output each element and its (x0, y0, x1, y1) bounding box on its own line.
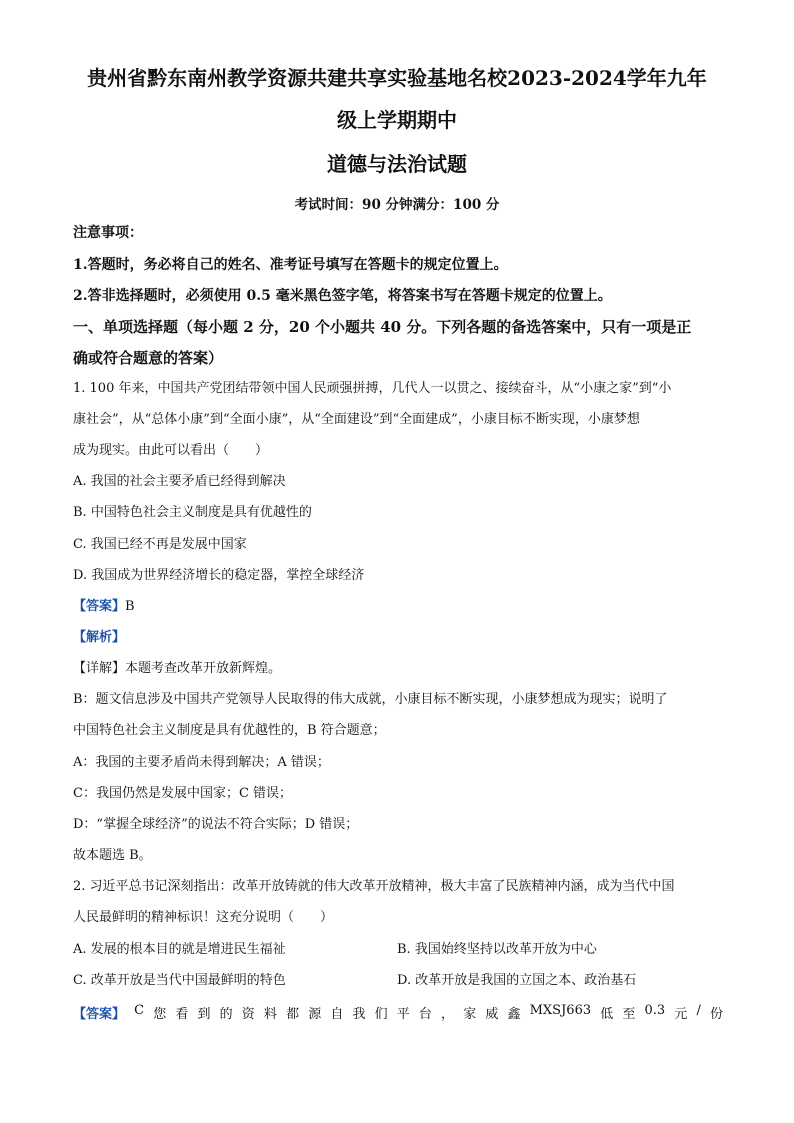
footer-char: 元 (674, 1007, 688, 1022)
explanation-line: D：“掌握全球经济”的说法不符合实际；D 错误； (73, 817, 359, 832)
question-2-option-b: B. 我国始终坚持以改革开放为中心 (397, 942, 597, 957)
footer-answer-line (73, 1003, 723, 1022)
question-1-option-a: A. 我国的社会主要矛盾已经得到解决 (73, 474, 286, 489)
answer-tag: 【答案】 (73, 599, 126, 614)
explanation-line: 中国特色社会主义制度是具有优越性的，B 符合题意； (73, 723, 386, 738)
question-2-stem-line2: 人民最鲜明的精神标识！这充分说明（ ） (73, 910, 334, 925)
explanation-line: B：题文信息涉及中国共产党领导人民取得的伟大成就，小康目标不断实现，小康梦想成为现实；说明了 (73, 692, 668, 707)
footer-char: 我 (352, 1007, 366, 1022)
question-1-analysis-tag (73, 629, 723, 647)
question-1-option-c: C. 我国已经不再是发展中国家 (73, 537, 247, 552)
question-1-stem-line3: 成为现实。由此可以看出（ ） (73, 443, 269, 458)
footer-char: 到 (197, 1007, 211, 1022)
notice-item-2: 2.答非选择题时，必须使用 0.5 毫米黑色签字笔，将答案书写在答题卡规定的位置上。 (73, 288, 612, 304)
notice-heading: 注意事项： (73, 225, 143, 241)
footer-char: 家 (463, 1007, 477, 1022)
document-subtitle: 道德与法治试题 (327, 152, 467, 176)
document-title-line1: 贵州省黔东南州教学资源共建共享实验基地名校2023-2024学年九年 (87, 66, 707, 90)
footer-char: 低 (600, 1007, 614, 1022)
explanation-line: C：我国仍然是发展中国家；C 错误； (73, 786, 293, 801)
question-2-option-d: D. 改革开放是我国的立国之本、政治基石 (397, 973, 637, 988)
footer-char: 们 (374, 1007, 388, 1022)
question-1-option-d: D. 我国成为世界经济增长的稳定器，掌控全球经济 (73, 568, 365, 583)
question-1-stem-line2: 康社会”，从“总体小康”到“全面小康”，从“全面建设”到“全面建成”，小康目标不断实现，小康梦想 (73, 412, 640, 427)
question-1-detail (73, 660, 723, 678)
section-heading-line1: 一、单项选择题（每小题 2 分，20 个小题共 40 分。下列各题的备选答案中，只有一项是正 (73, 318, 692, 336)
footer-char: / (696, 1003, 701, 1018)
footer-char: 自 (330, 1007, 344, 1022)
footer-char: 的 (219, 1007, 233, 1022)
explanation-line: 故本题选 B。 (73, 848, 152, 863)
analysis-tag: 【解析】 (73, 630, 126, 645)
question-2-stem-line1: 2. 习近平总书记深刻指出：改革开放铸就的伟大改革开放精神，极大丰富了民族精神内涵，成为当代中国 (73, 879, 675, 894)
explanation-line: A：我国的主要矛盾尚未得到解决；A 错误； (73, 755, 330, 770)
question-2-option-a: A. 发展的根本目的就是增进民生福祉 (73, 942, 286, 957)
exam-meta: 考试时间：90 分钟满分：100 分 (294, 197, 500, 213)
footer-char: 威 (485, 1007, 499, 1022)
question-1-option-b: B. 中国特色社会主义制度是具有优越性的 (73, 505, 312, 520)
question-1-answer (73, 598, 723, 616)
footer-char: 都 (286, 1007, 300, 1022)
footer-char: C (134, 1003, 145, 1018)
notice-item-1: 1.答题时，务必将自己的姓名、准考证号填写在答题卡的规定位置上。 (73, 257, 508, 273)
footer-char: 料 (263, 1007, 277, 1022)
footer-char: ， (441, 1007, 455, 1022)
footer-char: MXSJ663 (529, 1003, 592, 1018)
footer-char: 看 (175, 1007, 189, 1022)
section-heading-line2: 确或符合题意的答案） (73, 349, 224, 367)
footer-char: 至 (622, 1007, 636, 1022)
question-2-option-c: C. 改革开放是当代中国最鲜明的特色 (73, 973, 286, 988)
question-1-stem-line1: 1. 100 年来，中国共产党团结带领中国人民顽强拼搏，几代人一以贯之、接续奋斗，从“小康之家”到“小 (73, 381, 672, 396)
footer-char: 鑫 (507, 1007, 521, 1022)
footer-char: 平 (396, 1007, 410, 1022)
footer-char: 您 (153, 1007, 167, 1022)
footer-char: 资 (241, 1007, 255, 1022)
detail-text: 本题考查改革开放新辉煌。 (125, 661, 282, 676)
footer-char: 0.3 (644, 1003, 666, 1018)
footer-char: 份 (709, 1007, 723, 1022)
footer-char: 台 (418, 1007, 432, 1022)
footer-char: 源 (308, 1007, 322, 1022)
document-title-line2: 级上学期期中 (337, 108, 457, 132)
footer-answer-tag: 【答案】 (73, 1007, 126, 1022)
answer-value: B (125, 599, 135, 614)
detail-tag: 【详解】 (73, 661, 126, 676)
